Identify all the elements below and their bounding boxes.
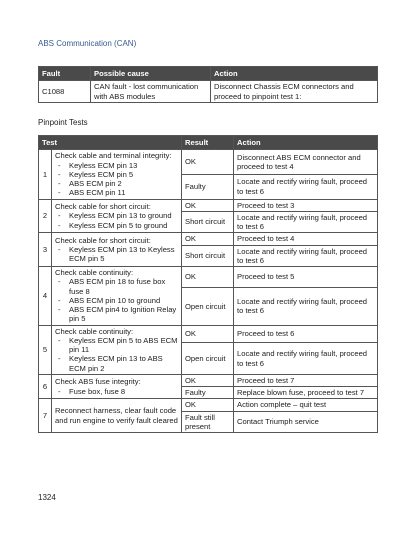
test-number: 6: [39, 374, 52, 399]
test-title: Check cable continuity:: [55, 326, 134, 336]
table-row: [39, 374, 378, 386]
table-row: [39, 199, 378, 211]
test-result: Faulty: [182, 174, 234, 199]
list-item: - Keyless ECM pin 5 to ABS ECM pin 11: [55, 336, 178, 355]
test-result: Short circuit: [182, 245, 234, 267]
test-description: [52, 233, 182, 267]
table-row: [39, 81, 378, 103]
test-item-list: [55, 211, 178, 230]
test-result: Fault still present: [182, 411, 234, 433]
test-result: Short circuit: [182, 211, 234, 233]
pinpoint-table-body: [39, 150, 378, 433]
fault-code: C1088: [39, 81, 91, 103]
fault-header: Fault: [39, 67, 91, 81]
test-action: Action complete – quit test: [234, 399, 378, 411]
list-item: - ABS ECM pin 11: [55, 188, 178, 197]
list-item: - Keyless ECM pin 5 to ground: [55, 221, 178, 230]
test-description: [52, 325, 182, 374]
test-item-list: [55, 277, 178, 323]
list-item: - ABS ECM pin4 to Ignition Relay pin 5: [55, 305, 178, 324]
list-item: - Keyless ECM pin 13 to ground: [55, 211, 178, 220]
test-action: Contact Triumph service: [234, 411, 378, 433]
action-header: Action: [211, 67, 378, 81]
table-row: [39, 399, 378, 411]
test-description: [52, 150, 182, 199]
test-description: [52, 399, 182, 433]
table-row: [39, 267, 378, 288]
test-result: OK: [182, 325, 234, 343]
test-action: Disconnect ABS ECM connector and proceed to test 4: [234, 150, 378, 175]
test-title: Reconnect harness, clear fault code and run engine to verify fault cleared: [55, 406, 178, 425]
list-item: - ABS ECM pin 18 to fuse box fuse 8: [55, 277, 178, 296]
test-result: Faulty: [182, 387, 234, 399]
test-title: Check cable for short circuit:: [55, 202, 151, 211]
test-action: Locate and rectify wiring fault, proceed to test 6: [234, 174, 378, 199]
test-result: Open circuit: [182, 288, 234, 325]
test-action: Locate and rectify wiring fault, proceed to test 6: [234, 288, 378, 325]
list-item: - Fuse box, fuse 8: [55, 387, 178, 396]
fault-action: Disconnect Chassis ECM connectors and proceed to pinpoint test 1:: [211, 81, 378, 103]
table-row: [39, 150, 378, 175]
test-title: Check cable and terminal integrity:: [55, 151, 172, 161]
list-item: - Keyless ECM pin 5: [55, 170, 178, 179]
test-action: Proceed to test 6: [234, 325, 378, 343]
test-item-list: [55, 387, 178, 396]
test-result: OK: [182, 199, 234, 211]
test-number: 4: [39, 267, 52, 326]
test-number: 1: [39, 150, 52, 199]
table-row: [39, 233, 378, 245]
test-result: OK: [182, 267, 234, 288]
page-number: 1324: [38, 493, 56, 502]
test-action: Proceed to test 7: [234, 374, 378, 386]
fault-cause: CAN fault - lost communication with ABS modules: [91, 81, 211, 103]
test-action: Proceed to test 4: [234, 233, 378, 245]
test-number: 5: [39, 325, 52, 374]
list-item: - Keyless ECM pin 13 to ABS ECM pin 2: [55, 354, 178, 373]
test-action: Replace blown fuse, proceed to test 7: [234, 387, 378, 399]
test-action: Locate and rectify wiring fault, proceed to test 6: [234, 343, 378, 374]
list-item: - ABS ECM pin 10 to ground: [55, 296, 178, 305]
pinpoint-title: Pinpoint Tests: [38, 118, 88, 127]
test-action: Locate and rectify wiring fault, proceed to test 6: [234, 211, 378, 233]
test-action: Locate and rectify wiring fault, proceed to test 6: [234, 245, 378, 267]
test-result: OK: [182, 150, 234, 175]
list-item: - ABS ECM pin 2: [55, 179, 178, 188]
list-item: - Keyless ECM pin 13 to Keyless ECM pin 5: [55, 245, 178, 264]
test-item-list: [55, 336, 178, 373]
test-result: OK: [182, 399, 234, 411]
list-item: - Keyless ECM pin 13: [55, 161, 178, 170]
cause-header: Possible cause: [91, 67, 211, 81]
pinpoint-table-header: [39, 136, 378, 150]
test-title: Check cable for short circuit:: [55, 235, 151, 245]
table-row: [39, 325, 378, 343]
section-title: ABS Communication (CAN): [38, 39, 137, 48]
test-number: 3: [39, 233, 52, 267]
test-title: Check ABS fuse integrity:: [55, 377, 141, 387]
test-result: Open circuit: [182, 343, 234, 374]
action-header: Action: [234, 136, 378, 150]
result-header: Result: [182, 136, 234, 150]
test-result: OK: [182, 233, 234, 245]
test-description: [52, 199, 182, 233]
fault-table-header: [39, 67, 378, 81]
fault-table: [38, 66, 378, 103]
test-number: 2: [39, 199, 52, 233]
pinpoint-table: [38, 135, 378, 433]
test-action: Proceed to test 3: [234, 199, 378, 211]
test-description: [52, 267, 182, 326]
test-description: [52, 374, 182, 399]
test-title: Check cable continuity:: [55, 268, 134, 277]
test-item-list: [55, 245, 178, 264]
test-number: 7: [39, 399, 52, 433]
test-item-list: [55, 161, 178, 198]
test-header: Test: [39, 136, 182, 150]
test-action: Proceed to test 5: [234, 267, 378, 288]
test-result: OK: [182, 374, 234, 386]
